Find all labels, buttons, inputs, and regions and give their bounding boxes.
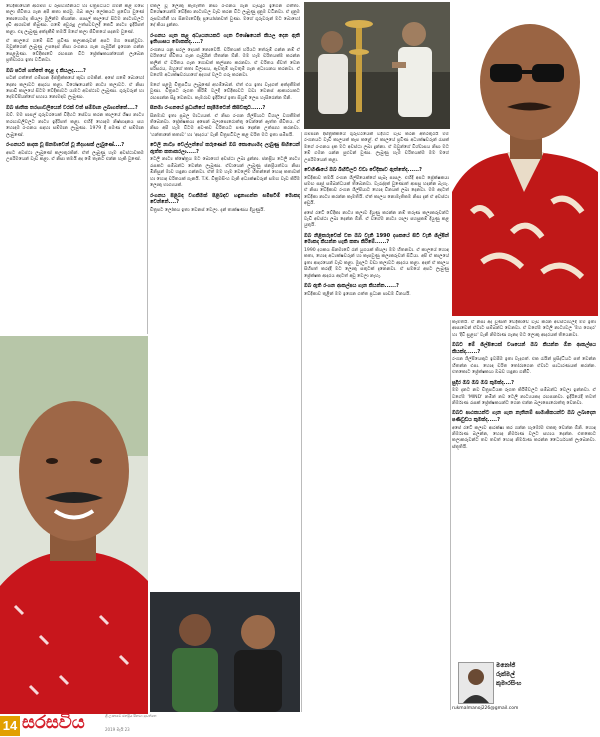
interview-question: ඔබ ඇති රංගන ආකල්පය ගැන කියන්න......? (304, 283, 399, 290)
article-paragraph: වේදිකාව තමයි රංගන ශිල්පියෙක්ගේ සැබෑ පාසල. එහිදී අපට ප්‍රේක්ෂකයා සමඟ සෘජු සම්බන්ධයක් තිබෙනවා. වැරැද්දක් වුණොත් ආපසු හදන්න බැහැ. ඒ නිසා වේදිකාව රංගන ශිල්පියාට හොඳ විනයක් ලබා දෙනවා. මම අදටත් වේදිකා නාට්‍ය කරන්න කැමතියි. ඒත් කාලය නොමැතිකම නිසා දැන් ඒ අවස්ථා අඩුයි. (304, 175, 449, 207)
author-name-line: කුමාරසිංහ (496, 680, 522, 687)
two-men-illustration (150, 592, 300, 712)
article-paragraph: රංගන ශිල්පියෙකුට ඉවසීම ඉතා වැදගත්. එක රැයින් ප්‍රසිද්ධියට පත් වෙන්න හිතන්න එපා. හොඳ චරිත තෝරාගෙන ඒවාට සාධාරණයක් කරන්න. එතකොට ප්‍රේක්ෂකයා ඔබව හඳුනා ගනීවි. (452, 357, 596, 376)
article-paragraph: සිනමාව ඉතා ප්‍රබල මාධ්‍යයක්. ඒ නිසා රංගන ශිල්පියාට විශාල වගකීමක් තිබෙනවා. ප්‍රේක්ෂකයා අපෙන් බලාපොරොත්තු වෙන්නේ ඇත්ත ජීවිතය. ඒ නිසා අපි හැම විටම අවංකව චරිතයට පණ දෙන්න උත්සාහ කරනවා. 'හන්තානේ කතාව' හා 'ආදරය' වැනි චිත්‍රපටිවල කළ චරිත මට ඉතා සමීපයි. (150, 113, 300, 138)
article-paragraph: අපේ රටේ කලාව ආරක්ෂා කර ගන්න හැමෝම එකතු වෙන්න ඕනි. හොඳ නිර්මාණ බලන්න, හොඳ නිර්මාණ වලට සහාය දෙන්න. එතකොට කලාකරුවන්ට තව තවත් හොඳ නිර්මාණ කරන්න ධෛර්යයක් ලැබෙනවා. ස්තූතියි. (452, 425, 596, 450)
article-paragraph: පටන් ගත්තේ ගම්පාන දිස්ත්‍රික්කයේ කුඩා ගමකින්. අපේ ගමේ බොහෝ දෙනා කලාවට ආදරය කළා. විශේෂයෙන්ම නාට්‍ය කලාවට. ඒ නිසා පොඩි කාලයේ සිටම වේදිකාවට යාමට අවස්ථාව ලැබුණා. ගුරුවරුන් හා දෙමව්පියන්ගේ සහාය නොමඳව ලැබුණා. (6, 76, 144, 101)
article-paragraph: වේදිකාවෙන් ආරම්භ වී රූපවාහිනියට හා චිත්‍රපටියට ගමන් කළ ඔබේ කලා ජීවිතය ගැන අපි කතා කරමු. ඔබ කලා ලෝකයට ප්‍රවේශ වුණේ කොහොමද කියලා මුලින්ම කියන්න. පාසල් කාලයේ සිටම නාට්‍යවලට දැඩි ආශාවක් තිබුණා. ගමේ අවුරුදු උත්සවවලදී කෙටි නාට්‍ය ඉදිරිපත් කළා. එදා ලැබුණු අත්දැකීම් තමයි මගේ කලා ජීවිතයේ පදනම වුණේ. (6, 4, 144, 35)
article-paragraph: රංගනය යනු සරල දෙයක් නොවෙයි. චරිතයක් හරියට තේරුම් ගන්න නම් ඒ චරිතයේ ජීවිතය ගැන ගැඹුරින් හිතන්න ඕනි. මම හැම චරිතයක්ම කරන්න කලින් ඒ චරිතය ගැන ගොඩක් කල්පනා කරනවා. ඒ චරිතය ජීවත් වෙන පරිසරය, ඔහුගේ කතා විලාසය, ඇවතුම් පැවතුම් ගැන අධ්‍යයනය කරනවා. ඒ වගේම අධ්‍යක්ෂවරයාගේ අදහස් වලට ගරු කරනවා. (150, 47, 300, 79)
author-avatar-illustration (459, 663, 493, 703)
article-paragraph: ගම්පාන දිස්ත්‍රික්කයේ ගුරුවරයෙක් විදිහට වැඩ කරන අතරතුරයි මම රංගනයට වැඩි කාලයක් කැප කළේ. ඒ කාලයේ ප්‍රවීණ අධ්‍යක්ෂවරුන් රැසක් මගේ රංගනය දැක මට අවස්ථා ලබා දුන්නා. ඒ ඔවුන්ගේ විශ්වාසය නිසා මට මේ ගමන යන්න පුළුවන් වුණා. ලැබුණු හැම චරිතයක්ම මම මගේ උපරිමයෙන් කළා. (304, 132, 449, 163)
interview-question: ඔබ ජාතික තරඟාවලියෙන් වරක් වත් සම්මාන ලබාගත්තේ....? (6, 104, 138, 111)
interview-question: වෙහිණියේ ඔබ බිහිවීලට වඩා වේදිකාව ඇත්තේද......? (304, 167, 422, 174)
portrait-sunglasses-illustration (452, 2, 598, 316)
article-paragraph: වේදිකාව තුළින් මම ඉගෙන ගත්ත ප්‍රධාන පාඩම විනයයි. (304, 291, 411, 297)
article-paragraph: එකල වූ ලොකු කැමැත්ත නිසා රංගනය ගැන වැඩිදුර ඉගෙන ගත්තා. විශේෂයෙන්ම වේදිකා නාට්‍යවල වැඩ කරන විට ලැබුණු දැනුම වටිනවා. ඒ දැනුම රූපවාහිනී හා සිනමාවේදීද ප්‍රයෝජනවත් වුණා. මගේ ගුරුවරුන් මට බොහෝ දේ කියා දුන්නා. (150, 4, 300, 29)
article-paragraph: ඒ කාලයේ ගමේ සිටි ප්‍රවීණ කලාකරුවන් අපට මග පෙන්වූවා. ඔවුන්ගෙන් ලැබුණු උපදෙස් නිසා රංගනය ගැන ගැඹුරින් ඉගෙන ගන්න පෙළඹුණා. වේදිකාවේ රඟපාන විට ප්‍රේක්ෂකයන්ගෙන් ලැබෙන ප්‍රතිචාරය ඉතා වටිනවා. (6, 39, 144, 64)
author-name-line: රුක්මල් (496, 671, 515, 678)
interview-question: ඔබ නිළිකරුවෙක් වන ඔබ වැනි 1990 දශකයේ සිටි වැනි ශිල්පීන් මොකද කියන්න හැකි කතා කිරීමේ......? (304, 232, 449, 246)
author-name-line: මනෝජ් (496, 662, 516, 669)
issue-date: 2019 මැයි 23 (105, 727, 130, 732)
article-paragraph: කැමතියි. ඒ නිසා අද වුණත් වේදිකාවේ වැඩ කරන අවස්ථාවලදී මම ඉතා ආසාවෙන් ඒවාට සම්බන්ධ වෙනවා. ඒ වගේම ටෙලි නාට්‍යවල 'මහ ගෙදර' හා 'දිවි සුළඟ' වැනි නිර්මාණ ගැනද මට ලොකු ආදරයක් තියෙනවා. (452, 320, 596, 338)
interview-question: ඔබ පටන් ගත්තේ දෙළ ද කියලද.....? (6, 67, 86, 74)
article-paragraph: මගේ පළමු චිත්‍රපටිය ලැබුණේ අහම්බෙන්. ඒත් එය ඉතා වැදගත් අත්දැකීමක් වුණා. චිත්‍රපට රූගත කිරීම් වලදී වේදිකාවට වඩා වෙනස් ආකාරයකට රඟපාන්න සිදු වෙනවා. කැමරාව ඉදිරියේ ඉතා සියුම් ලෙස හැසිරෙන්න ඕනි. (150, 82, 300, 101)
author-avatar (458, 662, 494, 704)
interview-question: රංගනය පිළිබඳ වගකීමක් පිළිබඳව හඳුනාගන්න සමීපවීම් මොකද වෙන්නේ....? (150, 192, 300, 206)
page-number: 14 (0, 716, 20, 736)
article-paragraph: 1990 දශකය සිනමාවේ රන් යුගයක් කියලා මම හිතනවා. ඒ කාලයේ හොඳ කතා, හොඳ අධ්‍යක්ෂවරුන් හා කැපවුණු කලාකරුවන් සිටියා. අපි ඒ කාලයේ ඉතා ආදරයෙන් වැඩ කළා. මුදලට වඩා කලාවට ආදරය කළා. අදත් ඒ කාලය සිහිපත් කරද්දී මට ලොකු සතුටක් දැනෙනවා. ඒ සමයේ අපට ලැබුණු ප්‍රේක්ෂක ආදරය අදටත් අඩු වෙලා නැහැ. (304, 248, 449, 279)
column-divider (147, 4, 148, 334)
author-email: rukmalmanoj226@gmail.com (452, 706, 519, 711)
interview-question: සිනමා රංගනයේ ප්‍රධානියේ කැපීමටෙන් කිසිවකුට......? (150, 105, 266, 112)
article-paragraph: මම දැනට නව චිත්‍රපටියක රූගත කිරීම්වලට සම්බන්ධ වෙලා ඉන්නවා. ඒ වගේම 'MIND' නමින් නව ටෙලි නාට්‍යයකද රඟපානවා. ඉදිරියේදී තවත් නිර්මාණ රැසක් ප්‍රේක්ෂකයන්ට ගෙන එන්න බලාපොරොත්තු වෙනවා. (452, 388, 596, 407)
article-column-4 (452, 320, 596, 650)
newspaper-brand: සරසවිය (22, 712, 85, 733)
portrait-smiling-photo (0, 336, 148, 714)
portrait-smiling-illustration (0, 336, 148, 714)
article-column-2 (150, 4, 300, 589)
portrait-sunglasses-photo (452, 2, 598, 316)
brand-tagline: ශ්‍රී ලංකාවේ ජනප්‍රිය සිනමා පුවත්පත (105, 714, 157, 718)
interview-question: රංගනය ගැන කළ අධ්‍යයනයකට ගැන විශේෂයෙන් කියල දෙන ඇති ඉතිහාසය මොකක්ද.....? (150, 32, 300, 46)
article-paragraph: ඔව්. මම පාසල් ගුරුවරයෙක් විදිහට සේවය කරන කාලයේ ශිෂ්‍ය නාට්‍ය තරඟාවලිවලට නාට්‍ය ඉදිරිපත් කළා. එහිදී හොඳම නිෂ්පාදනය සහ හොඳම රංගනය සඳහා සම්මාන ලැබුණා. 1979 දී පමණ ඒ සම්මාන ලැබුණේ. (6, 113, 144, 138)
article-column-1 (6, 4, 144, 332)
ceremony-photo (304, 2, 450, 129)
two-men-photo (150, 592, 300, 712)
article-column-3 (304, 132, 449, 700)
interview-question: රංගනයට පාදක වූ සිනමාවෙන් වූ නිදහසක් ලැබුණේ....? (6, 142, 125, 149)
interview-question: සුදීර ඔබ ඔබ ඔබ කුමක්ද....? (452, 379, 515, 386)
article-paragraph: චිත්‍රපට ලෝකය ඉතා වෙනස් වෙලා. දැන් තාක්ෂණය දියුණුයි. (150, 207, 265, 213)
article-paragraph: අපට අවස්ථා ලැබුණේ කලාතුරකින්. ඒත් ලැබුණු හැම අවස්ථාවකම උපරිමයෙන් වැඩ කළා. ඒ නිසා තමයි අද මේ තැනට එන්න හැකි වුණේ. (6, 150, 144, 163)
interview-question: ඔබට මේ ශිල්පියෙක් වශයෙන් ඔබ කියන්න ඕන ආකල්පය කියක්ද......? (452, 342, 596, 355)
article-paragraph: ටෙලි නාට්‍ය ක්ෂේත්‍රය මට බොහෝ අවස්ථා ලබා දුන්නා. ජනප්‍රිය ටෙලි නාට්‍ය රැසකට සම්බන්ධ වෙන්න ලැබුණා. ඒවායෙන් ලැබුණු ජනප්‍රියත්වය නිසා මිනිසුන් මාව හඳුනා ගන්නවා. ඒත් මම හැම වෙලේම හිතන්නේ හොඳ කතාවක් හා හොඳ චරිතයක් ගැනයි. T.K. වික්‍රමසිංහ වැනි අධ්‍යක්ෂවරුන් සමඟ වැඩ කිරීම ලොකු භාග්‍යයක්. (150, 157, 300, 189)
ceremony-illustration (304, 2, 450, 129)
interview-question: ටෙලි නාට්‍ය වෙල්ලන්ගේ කරුණෙන් ඔබ කොහොමද ලැබුණු සිහියෙන් ඇත්ත කතාකරලා.....? (150, 142, 300, 155)
column-divider (301, 132, 302, 712)
author-name (496, 661, 521, 688)
interview-question: ඔබට පාඨකයන්ට ගැන ගැන නැතිනම් සාමාජිකයන්ට ඔබ ලබාදෙන පණිවුඩය කුමක්ද.....? (452, 410, 596, 424)
column-divider (450, 320, 451, 710)
article-paragraph: අපේ රටේ වේදිකා නාට්‍ය කලාව දියුණු කරන්න නම් තරුණ කලාකරුවන්ට වැඩි අවස්ථා ලබා දෙන්න ඕනි. ඒ වගේම නාට්‍ය ශාලා පහසුකම් දියුණු කළ යුතුයි. (304, 210, 449, 229)
